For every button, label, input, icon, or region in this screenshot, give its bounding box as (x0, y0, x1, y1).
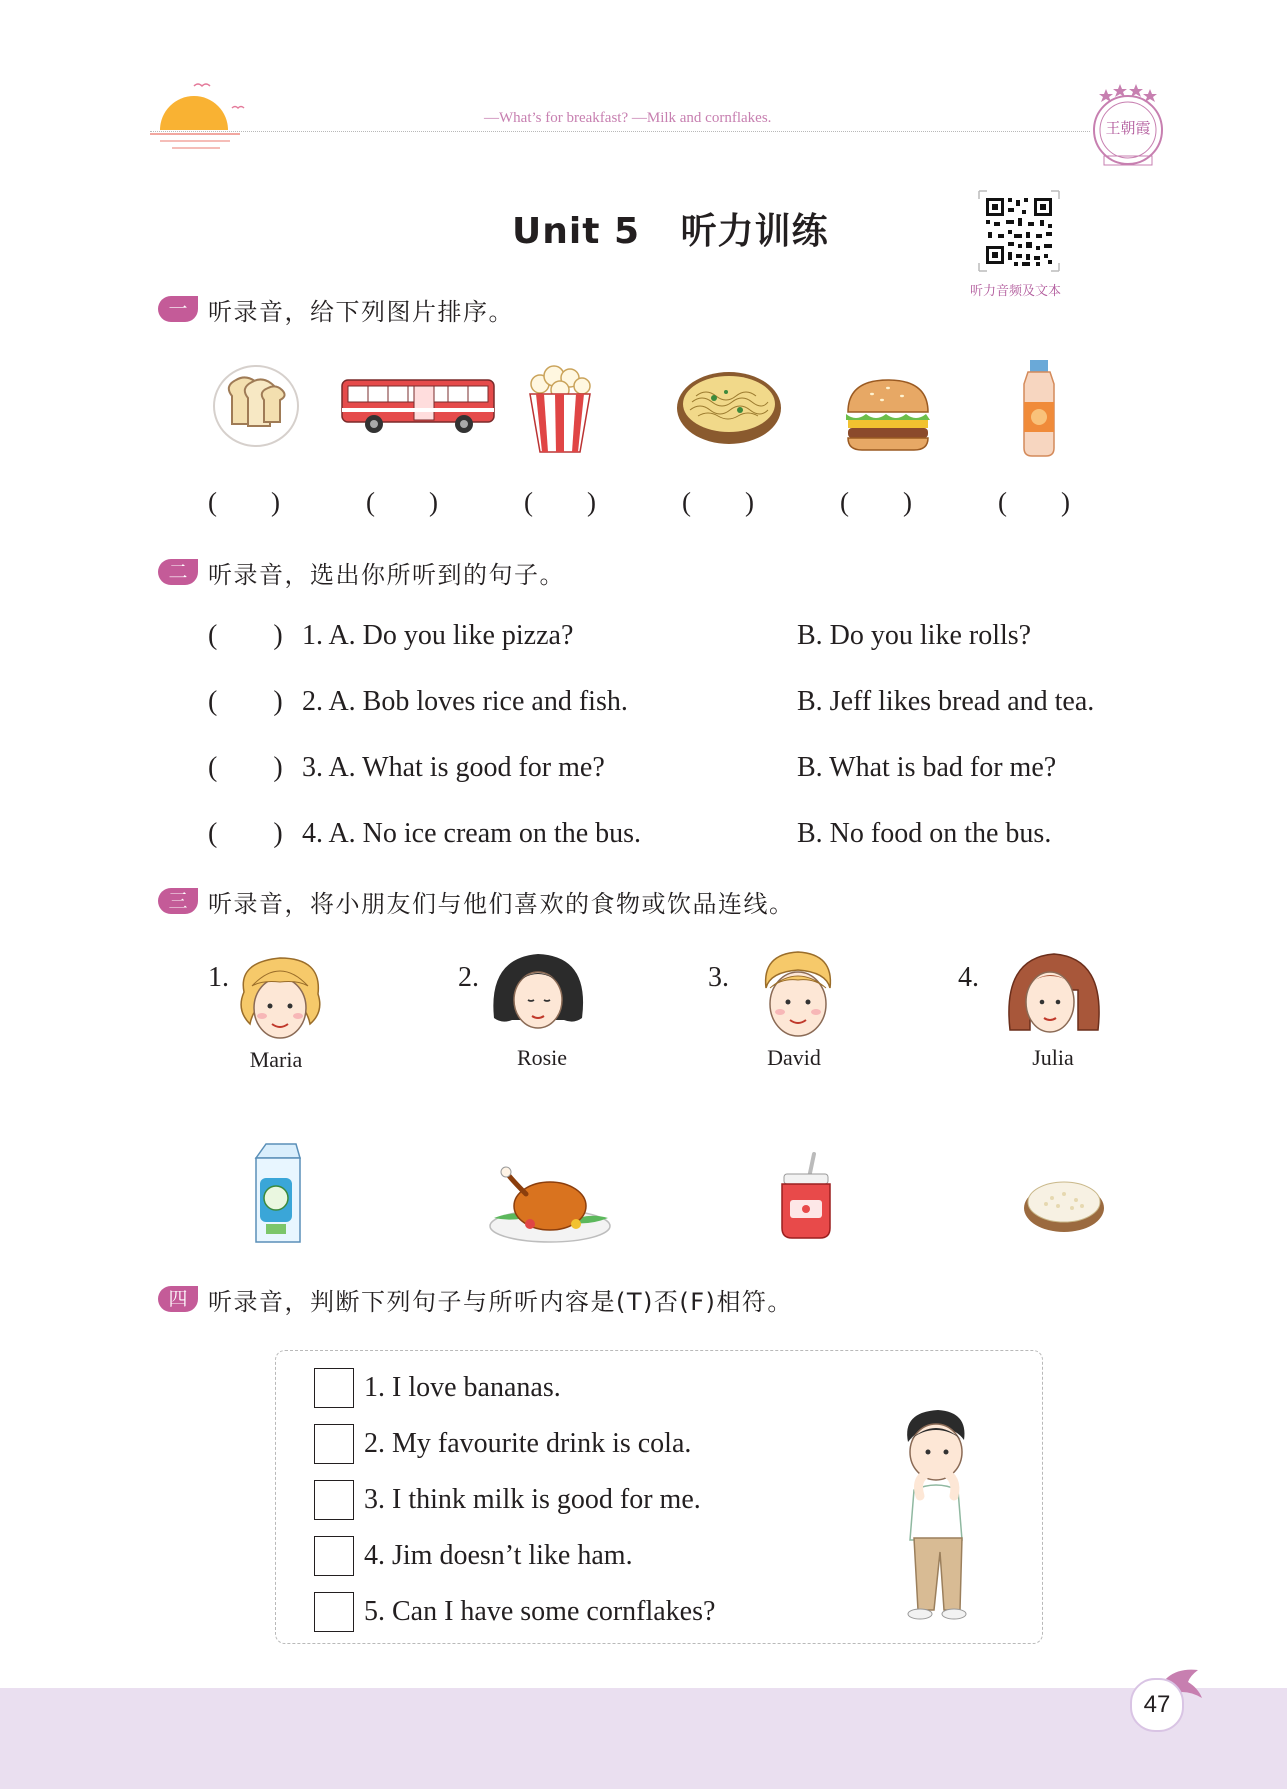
answer-blank[interactable]: ( ) (524, 487, 596, 517)
answer-blank[interactable]: ( ) (208, 487, 280, 517)
juice-icon (1014, 358, 1064, 463)
header-rule (150, 131, 1090, 132)
section-4-badge: 四 (158, 1286, 198, 1312)
answer-checkbox[interactable] (314, 1592, 354, 1632)
question-3-option-b: B. What is bad for me? (797, 752, 1057, 783)
section-1-badge: 一 (158, 296, 198, 322)
milk-carton-icon[interactable] (250, 1140, 306, 1251)
noodles-icon (674, 366, 784, 455)
question-1-option-a: 1. A. Do you like pizza? (302, 620, 574, 651)
rosie-face-icon[interactable] (488, 948, 588, 1043)
popcorn-icon (522, 362, 598, 461)
section-1-title: 听录音，给下列图片排序。 (208, 298, 514, 326)
question-2-option-a: 2. A. Bob loves rice and fish. (302, 686, 628, 717)
roast-chicken-icon[interactable] (486, 1166, 614, 1251)
bus-icon (338, 372, 502, 443)
answer-blank[interactable]: ( ) (998, 487, 1070, 517)
maria-face-icon[interactable] (234, 952, 326, 1049)
boy-thinking-icon (896, 1408, 978, 1627)
answer-checkbox[interactable] (314, 1368, 354, 1408)
header-text: —What’s for breakfast? —Milk and cornflakes. (484, 110, 772, 126)
question-3-option-a: 3. A. What is good for me? (302, 752, 605, 783)
section-4-title: 听录音，判断下列句子与所听内容是(T)否(F)相符。 (208, 1288, 793, 1316)
kid-1-number: 1. (208, 962, 229, 993)
answer-blank[interactable]: ( ) (840, 487, 912, 517)
kid-4-name: Julia (1032, 1045, 1074, 1070)
answer-checkbox[interactable] (314, 1424, 354, 1464)
toast-icon (210, 360, 302, 453)
statement-4: 4. Jim doesn’t like ham. (364, 1540, 633, 1571)
question-1-blank[interactable]: ( ) (208, 620, 283, 651)
sun-logo-icon (150, 78, 250, 158)
question-2-blank[interactable]: ( ) (208, 686, 283, 717)
qr-code[interactable] (978, 190, 1060, 272)
section-3-badge: 三 (158, 888, 198, 914)
kid-3-number: 3. (708, 962, 729, 993)
rice-bowl-icon[interactable] (1022, 1172, 1106, 1241)
question-4-option-b: B. No food on the bus. (797, 818, 1052, 849)
section-2-title: 听录音，选出你所听到的句子。 (208, 561, 565, 589)
jam-jar-icon[interactable] (776, 1152, 836, 1245)
section-3-title: 听录音，将小朋友们与他们喜欢的食物或饮品连线。 (208, 890, 795, 918)
question-4-blank[interactable]: ( ) (208, 818, 283, 849)
page-number: 47 (1130, 1678, 1184, 1732)
kid-2-number: 2. (458, 962, 479, 993)
kid-3-name: David (767, 1045, 821, 1070)
kid-1-name: Maria (249, 1047, 303, 1072)
statement-2: 2. My favourite drink is cola. (364, 1428, 692, 1459)
kid-4-number: 4. (958, 962, 979, 993)
seal-text: 王朝霞 (1105, 119, 1151, 137)
answer-checkbox[interactable] (314, 1480, 354, 1520)
page-title: Unit 5 听力训练 (512, 211, 829, 252)
answer-blank[interactable]: ( ) (366, 487, 438, 517)
publisher-seal (1088, 80, 1168, 170)
kid-2-name: Rosie (516, 1045, 568, 1070)
statement-5: 5. Can I have some cornflakes? (364, 1596, 716, 1627)
answer-checkbox[interactable] (314, 1536, 354, 1576)
statement-3: 3. I think milk is good for me. (364, 1484, 701, 1515)
question-4-option-a: 4. A. No ice cream on the bus. (302, 818, 642, 849)
qr-caption: 听力音频及文本 (970, 284, 1062, 299)
statement-1: 1. I love bananas. (364, 1372, 561, 1403)
hamburger-icon (842, 376, 934, 459)
question-3-blank[interactable]: ( ) (208, 752, 283, 783)
question-2-option-b: B. Jeff likes bread and tea. (797, 686, 1095, 717)
section-2-badge: 二 (158, 559, 198, 585)
david-face-icon[interactable] (756, 948, 838, 1045)
question-1-option-b: B. Do you like rolls? (797, 620, 1032, 651)
answer-blank[interactable]: ( ) (682, 487, 754, 517)
page-footer (0, 1688, 1287, 1789)
julia-face-icon[interactable] (1002, 950, 1106, 1045)
